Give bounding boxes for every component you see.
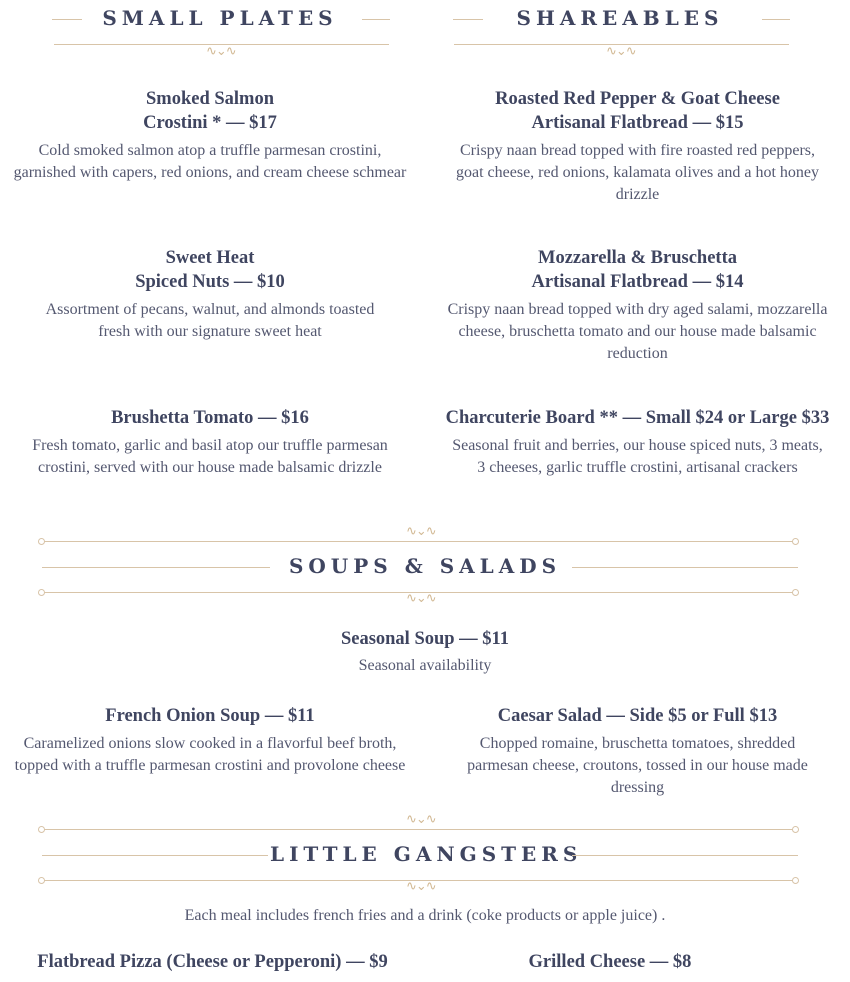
- section-title-soups-salads: SOUPS & SALADS: [288, 554, 562, 578]
- item-name: Seasonal Soup — $11: [340, 629, 510, 649]
- divider-dot: [38, 589, 45, 596]
- divider-dot: [792, 589, 799, 596]
- divider-dot: [792, 877, 799, 884]
- item-description: Cold smoked salmon atop a truffle parmesan crostini, garnished with capers, red onions, and cream cheese schmear: [13, 142, 407, 181]
- section-title-shareables: SHAREABLES: [516, 6, 724, 30]
- menu-item: [425, 704, 850, 799]
- item-name: Charcuterie Board ** — Small $24 or Large $33: [445, 408, 830, 428]
- item-name: Brushetta Tomato — $16: [111, 408, 309, 428]
- divider-dot: [38, 538, 45, 545]
- menu-item: [425, 87, 850, 206]
- item-name: Roasted Red Pepper & Goat Cheese: [495, 89, 780, 109]
- ornament-flourish: ∿⌄∿: [406, 879, 436, 894]
- item-name: Sweet Heat: [165, 248, 255, 268]
- divider: [572, 567, 798, 568]
- item-name: Smoked Salmon: [146, 89, 274, 109]
- divider: [42, 855, 268, 856]
- divider: [572, 855, 798, 856]
- item-name: Mozzarella & Bruschetta: [538, 248, 737, 268]
- menu-item: [10, 87, 410, 184]
- menu-item: [425, 950, 795, 974]
- ornament-flourish: ∿⌄∿: [406, 812, 436, 827]
- item-name: Spiced Nuts — $10: [135, 272, 285, 292]
- item-description: Seasonal fruit and berries, our house spiced nuts, 3 meats, 3 cheeses, garlic truffle crostini, artisanal crackers: [452, 437, 823, 476]
- item-name: Flatbread Pizza (Cheese or Pepperoni) — $9: [37, 952, 388, 972]
- menu-item: [425, 406, 850, 479]
- divider: [42, 829, 796, 830]
- item-name: Caesar Salad — Side $5 or Full $13: [497, 706, 778, 726]
- ornament-flourish: ∿⌄∿: [206, 44, 236, 59]
- divider: [42, 541, 796, 542]
- divider: [453, 19, 483, 20]
- section-title-small-plates: SMALL PLATES: [102, 6, 338, 30]
- item-name: Artisanal Flatbread — $15: [531, 113, 744, 133]
- kids-meal-note: Each meal includes french fries and a drink (coke products or apple juice) .: [184, 907, 666, 924]
- menu-item: [0, 950, 425, 974]
- divider: [362, 19, 390, 20]
- divider-dot: [792, 826, 799, 833]
- item-description: Caramelized onions slow cooked in a flavorful beef broth, topped with a truffle parmesan crostini and provolone cheese: [14, 735, 406, 774]
- item-description: Seasonal availability: [358, 657, 492, 674]
- divider: [42, 567, 270, 568]
- divider: [52, 19, 82, 20]
- item-description: Crispy naan bread topped with fire roasted red peppers, goat cheese, red onions, kalamata olives and a hot honey drizzle: [456, 142, 819, 203]
- section-title-little-gangsters: LITTLE GANGSTERS: [270, 842, 583, 866]
- item-description: Chopped romaine, bruschetta tomatoes, shredded parmesan cheese, croutons, tossed in our house made dressing: [467, 735, 808, 796]
- divider: [762, 19, 790, 20]
- menu-item: [10, 704, 410, 777]
- menu-item: [0, 627, 850, 677]
- menu-item: [10, 246, 410, 343]
- item-description: Crispy naan bread topped with dry aged salami, mozzarella cheese, bruschetta tomato and our house made balsamic reduction: [447, 301, 828, 362]
- item-name: Grilled Cheese — $8: [528, 952, 692, 972]
- ornament-flourish: ∿⌄∿: [406, 524, 436, 539]
- ornament-flourish: ∿⌄∿: [606, 44, 636, 59]
- item-name: Artisanal Flatbread — $14: [531, 272, 744, 292]
- divider-dot: [38, 826, 45, 833]
- item-description: Fresh tomato, garlic and basil atop our truffle parmesan crostini, served with our house made balsamic drizzle: [32, 437, 388, 476]
- menu-item: [425, 246, 850, 365]
- item-description: Assortment of pecans, walnut, and almonds toasted fresh with our signature sweet heat: [45, 301, 375, 340]
- divider-dot: [792, 538, 799, 545]
- item-name: Crostini * — $17: [143, 113, 277, 133]
- ornament-flourish: ∿⌄∿: [406, 591, 436, 606]
- item-name: French Onion Soup — $11: [105, 706, 315, 726]
- divider-dot: [38, 877, 45, 884]
- menu-item: [10, 406, 410, 479]
